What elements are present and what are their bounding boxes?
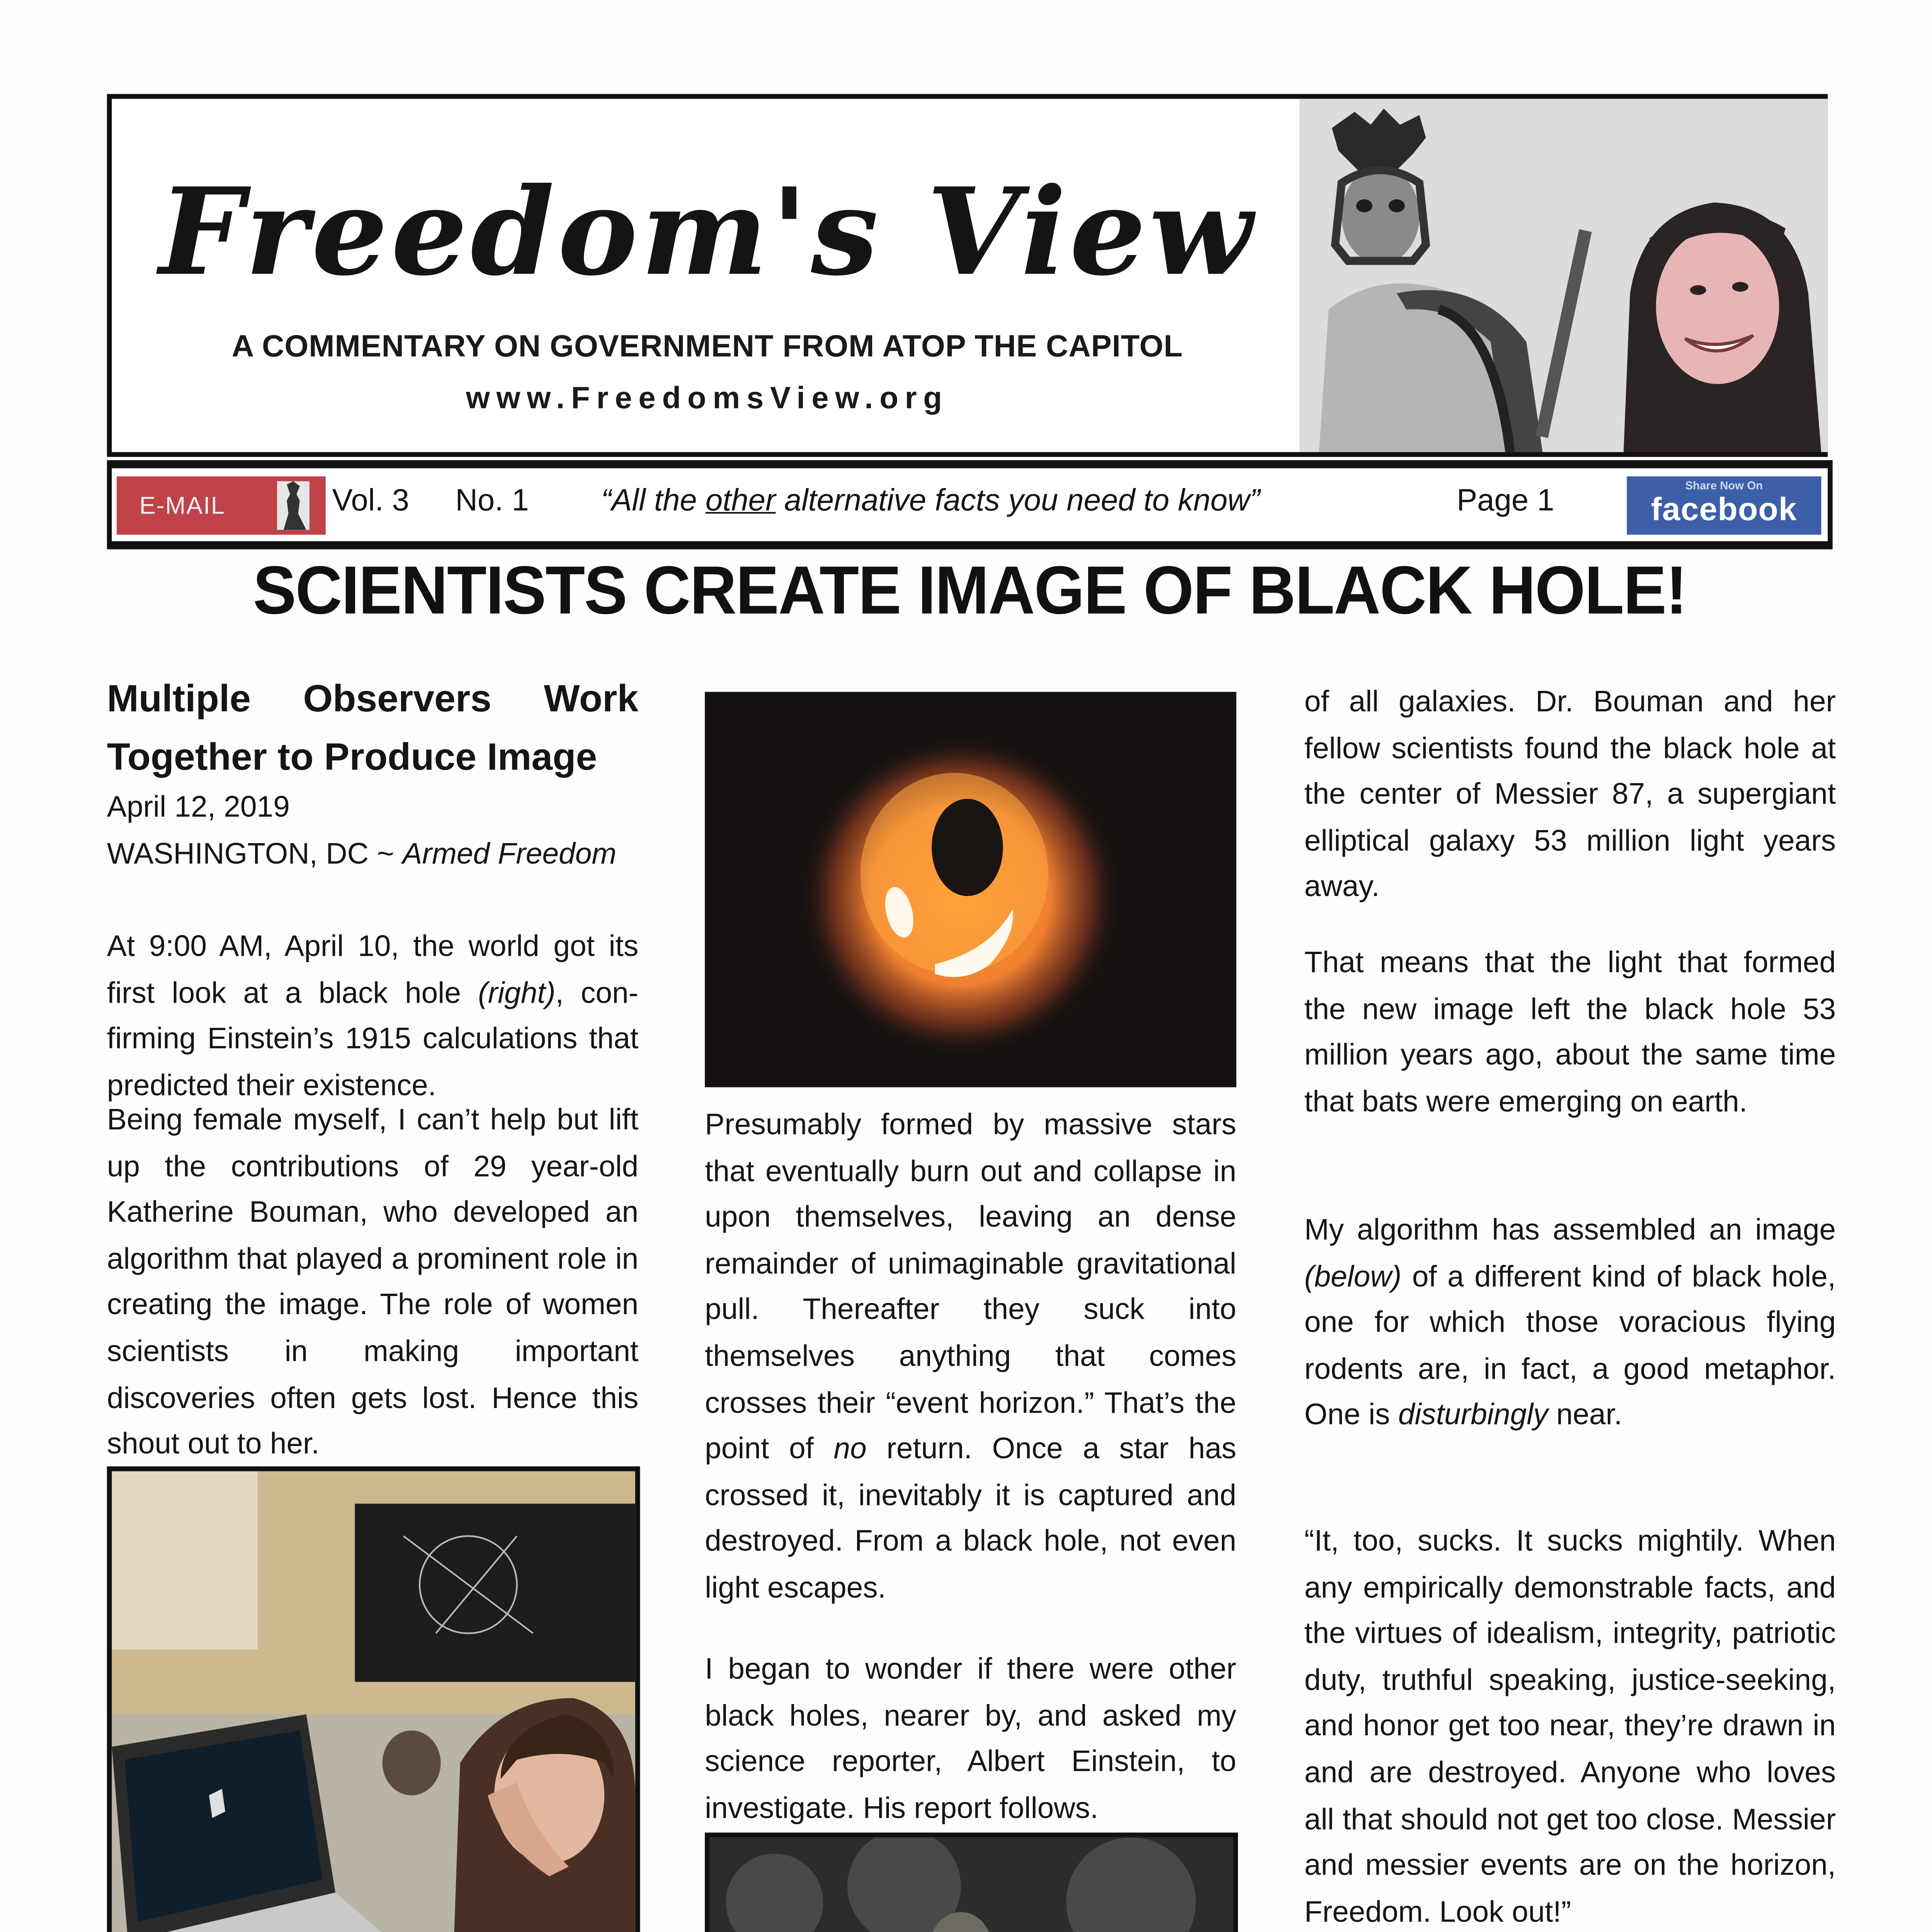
paragraph-text: “It, too, sucks. It sucks mightily. When any empirically demonstrable facts, and the virtues of idealism, integrity, patriotic duty, truthful speaking, justice-seeking, and honor get too near, they’re drawn in and are destroyed. Anyone who loves all that should not get too close. Messier and messier events are on the horizon, Freedom. Look out!” [1304,1523,1836,1928]
issue-number: No. 1 [455,484,529,519]
facebook-logo-icon: facebook [1651,492,1797,529]
italic-text: disturbingly [1398,1397,1548,1432]
dateline-block [107,784,638,877]
bouman-photo [107,1466,640,1932]
paragraph-text: Being female myself, I can’t help but lift up the contributions of 29 year-old Katherine Bouman, who developed an algorithm that played a prominent role in creating the image. The role of women scientists in making important discoveries often gets lost. Hence this shout out to her. [107,1102,639,1460]
black-hole-art [705,692,1236,1087]
text-run: of a different kind of black hole, one for which those voracious flying rodents are, in fact, a good metaphor. One is [1304,1258,1836,1432]
article-date: April 12, 2019 [107,789,290,823]
text-run: , confirming Einstein’s 1915 calculations that predicted their existence. [107,975,639,1102]
motto-underlined-word: other [705,484,776,519]
subhead-word: Work [544,677,639,719]
bouman-photo-art [112,1471,635,1932]
motto [601,485,1260,520]
article-subhead [107,669,638,786]
subhead-word: Observers [303,677,492,719]
text-run: near. [1548,1397,1622,1432]
left-paragraph-1 [107,923,638,1109]
byline: Armed Freedom [402,835,617,870]
subhead-line-2: Together to Produce Image [107,735,597,778]
text-run: At 9:00 AM, April 10, the world got its first look at a black hole [107,928,639,1009]
middle-paragraph-1 [705,1102,1236,1612]
info-bar [107,460,1833,549]
text-run: return. Once a star has crossed it, inevitably it is captured and destroyed. From a black hole, not even light escapes. [705,1431,1236,1604]
main-headline: SCIENTISTS CREATE IMAGE OF BLACK HOLE! [253,554,1687,629]
right-paragraph-3 [1304,1207,1836,1439]
motto-end: alternative facts you need to know” [776,484,1260,519]
page-number: Page 1 [1456,484,1554,519]
dateline [107,831,638,877]
right-paragraph-1 [1304,679,1836,911]
paragraph-text: That means that the light that formed the new image left the black hole 53 million years ago, about the same time that bats were emerging on earth. [1304,944,1836,1118]
masthead-photo-art [1299,99,1828,452]
black-hole-image [705,692,1236,1087]
text-run: My algorithm has assembled an image [1304,1212,1836,1246]
statue-thumbnail-icon [277,481,310,530]
subhead-word: Multiple [107,677,251,719]
dateline-place: WASHINGTON, DC ~ [107,835,403,870]
italic-text: (below) [1304,1258,1402,1293]
facebook-share-label: Share Now On [1685,481,1763,493]
text-run: Presumably formed by massive stars that eventually burn out and collapse in upon themselves, leaving an dense remainder of unimaginable gravitational pull. Thereafter they suck into themselves anything that comes crosses their “event horizon.” That’s the point of [705,1107,1236,1465]
masthead [107,94,1828,457]
einstein-statue-art [710,1837,1233,1932]
facebook-share-button[interactable] [1627,476,1821,535]
einstein-statue-photo [705,1833,1238,1932]
email-button[interactable] [117,476,326,535]
website-link[interactable]: www.FreedomsView.org [466,382,949,417]
motto-start: “All the [601,484,706,519]
paragraph-text: I began to wonder if there were other black holes, nearer by, and asked my science reporter, Albert Einstein, to investigate. His report follows. [705,1651,1236,1824]
left-paragraph-2 [107,1097,638,1468]
subhead-line-1 [107,669,638,728]
italic-text: no [833,1431,867,1465]
paragraph-text: of all galaxies. Dr. Bouman and her fellow scientists found the black hole at the center of Messier 87, a supergiant elliptical galaxy 53 million light years away. [1304,684,1836,903]
middle-paragraph-2 [705,1646,1236,1832]
right-paragraph-4 [1304,1518,1836,1932]
volume-label: Vol. 3 [332,484,410,519]
email-button-label: E-MAIL [139,492,225,519]
italic-text: (right) [478,975,556,1009]
newsletter-title: Freedom's View [159,163,1256,303]
tagline: A COMMENTARY ON GOVERNMENT FROM ATOP THE CAPITOL [231,330,1183,365]
right-paragraph-2 [1304,940,1836,1125]
masthead-photo [1299,99,1828,452]
